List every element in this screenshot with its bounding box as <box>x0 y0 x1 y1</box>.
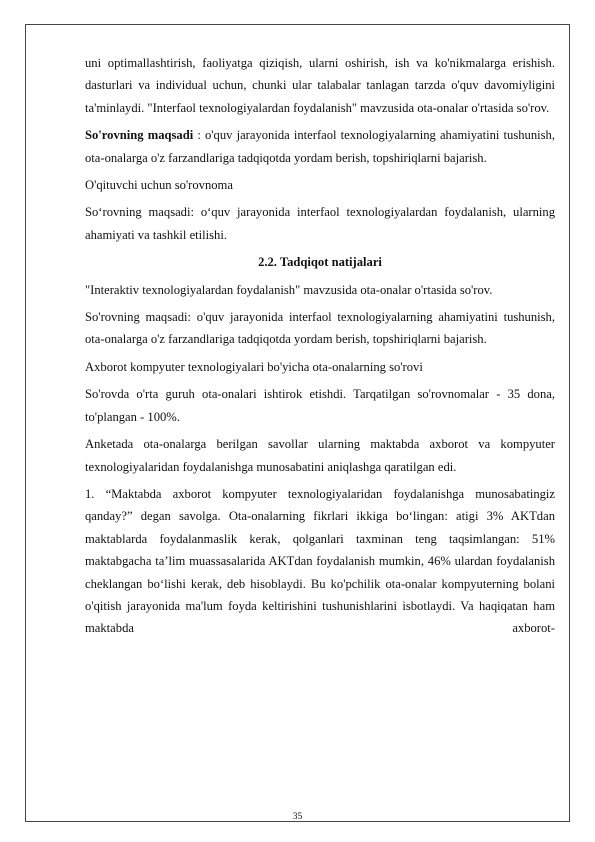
paragraph-5: "Interaktiv texnologiyalardan foydalanish" mavzusida ota-onalar o'rtasida so'rov. <box>85 282 493 297</box>
page-number: 35 <box>292 812 303 822</box>
paragraph-2 <box>85 124 555 169</box>
paragraph-4: So‘rovning maqsadi: o‘quv jarayonida interfaol texnologiyalardan foydalanish, ularning ahamiyati va tashkil etilishi. <box>85 205 555 242</box>
paragraph-7: Axborot kompyuter texnologiyalari bo'yicha ota-onalarning so'rovi <box>85 359 423 374</box>
paragraph-9: Anketada ota-onalarga berilgan savollar ularning maktabda axborot va kompyuter texnologiyalaridan foydalanishga munosabatini aniqlashga qaratilgan edi. <box>85 437 555 474</box>
section-heading: 2.2. Tadqiqot natijalari <box>258 255 382 270</box>
paragraph-6: So'rovning maqsadi: o'quv jarayonida interfaol texnologiyalarning ahamiyatini tushunish, ota-onalarga o'z farzandlariga tadqiqotda yordam berish, topshiriqlarni bajarish. <box>85 310 555 347</box>
paragraph-10: 1. “Maktabda axborot kompyuter texnologiyalaridan foydalanishga munosabatingiz qanday?” degan savolga. Ota-onalarning fikrlari ikkiga bo‘lingan: atigi 3% AKTdan maktablarda foydalanmaslik kerak, qolganlari taxminan teng taqsimlangan: 51% maktabgacha ta’lim muassasalarida AKTdan foydalanish mumkin, 46% ulardan foydalanish cheklangan bo‘lishi kerak, deb hisoblaydi. Bu ko'pchilik ota-onalar kompyuterning bolani o'qitish jarayonida ma'lum foyda keltirishini tushunishlarini isbotlaydi. Va haqiqatan ham maktabda axborot- <box>85 486 555 636</box>
paragraph-3: O'qituvchi uchun so'rovnoma <box>85 178 233 193</box>
paragraph-8: So'rovda o'rta guruh ota-onalari ishtirok etishdi. Tarqatilgan so'rovnomalar - 35 dona, to'plangan - 100%. <box>85 387 555 424</box>
paragraph-1: uni optimallashtirish, faoliyatga qiziqish, ularni oshirish, ish va ko'nikmalarga erishish. dasturlari va individual uchun, chunki ular talabalar tanlagan tarzda o'quv davomiyligini ta'minlaydi. "Interfaol texnologiyalardan foydalanish" mavzusida ota-onalar o'rtasida so'rov. <box>85 56 555 115</box>
survey-goal-label: So'rovning maqsadi <box>85 128 194 143</box>
document-body <box>85 52 555 645</box>
survey-goal-text: : o'quv jarayonida interfaol texnologiyalarning ahamiyatini tushunish, ota-onalarga o'z farzandlariga tadqiqotda yordam berish, topshiriqlarni bajarish. <box>85 128 555 165</box>
